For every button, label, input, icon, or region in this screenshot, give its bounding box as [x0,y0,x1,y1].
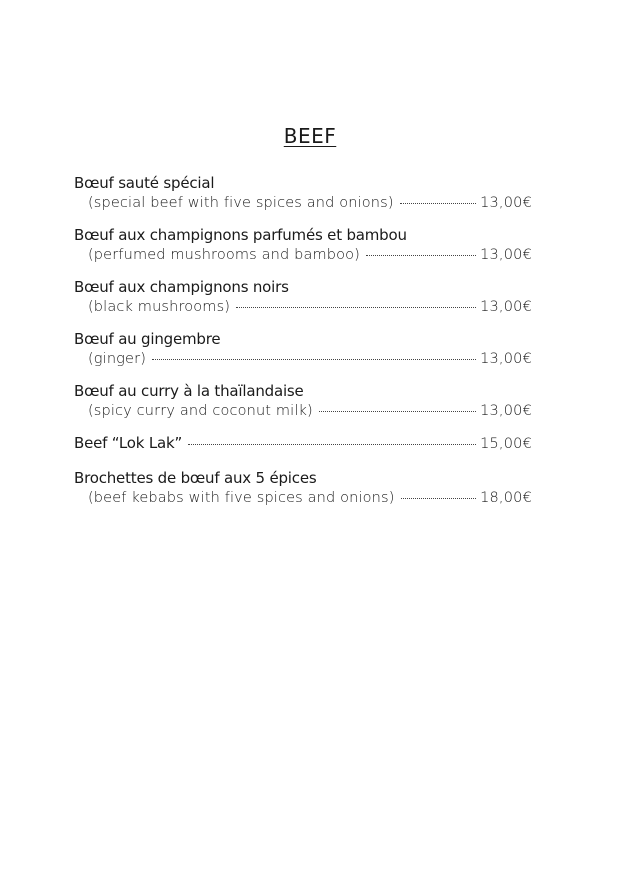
item-description: (special beef with five spices and onions) [88,195,394,211]
item-name: Beef “Lok Lak” [74,434,183,452]
item-name: Bœuf aux champignons parfumés et bambou [74,226,407,244]
item-price: 13,00€ [480,351,532,367]
item-price: 13,00€ [480,195,532,211]
dot-leader [366,255,476,256]
item-name: Brochettes de bœuf aux 5 épices [74,469,317,487]
item-description: (spicy curry and coconut milk) [88,403,313,419]
item-price: 15,00€ [480,436,532,452]
item-name: Bœuf aux champignons noirs [74,278,289,296]
item-detail-row [74,433,532,455]
item-detail-row [74,401,532,422]
menu-item [74,468,532,509]
item-price: 18,00€ [480,490,532,506]
item-price: 13,00€ [480,403,532,419]
menu-item [74,433,532,455]
dot-leader [401,498,477,499]
item-price: 13,00€ [480,247,532,263]
menu-item [74,329,532,370]
item-price: 13,00€ [480,299,532,315]
dot-leader [319,411,476,412]
item-detail-row [74,488,532,509]
item-description: (black mushrooms) [88,299,231,315]
dot-leader [188,444,476,445]
dot-leader [236,307,476,308]
section-title: BEEF [283,124,337,148]
item-description: (ginger) [88,351,147,367]
item-name: Bœuf au gingembre [74,330,221,348]
menu-list [74,173,532,509]
menu-item [74,225,532,266]
menu-item [74,173,532,214]
item-detail-row [74,349,532,370]
dot-leader [400,203,476,204]
item-name: Bœuf au curry à la thaïlandaise [74,382,304,400]
menu-item [74,277,532,318]
item-description: (perfumed mushrooms and bamboo) [88,247,360,263]
dot-leader [152,359,476,360]
item-detail-row [74,193,532,214]
item-detail-row [74,297,532,318]
item-detail-row [74,245,532,266]
item-description: (beef kebabs with five spices and onions) [88,490,395,506]
menu-item [74,381,532,422]
item-name: Bœuf sauté spécial [74,174,215,192]
